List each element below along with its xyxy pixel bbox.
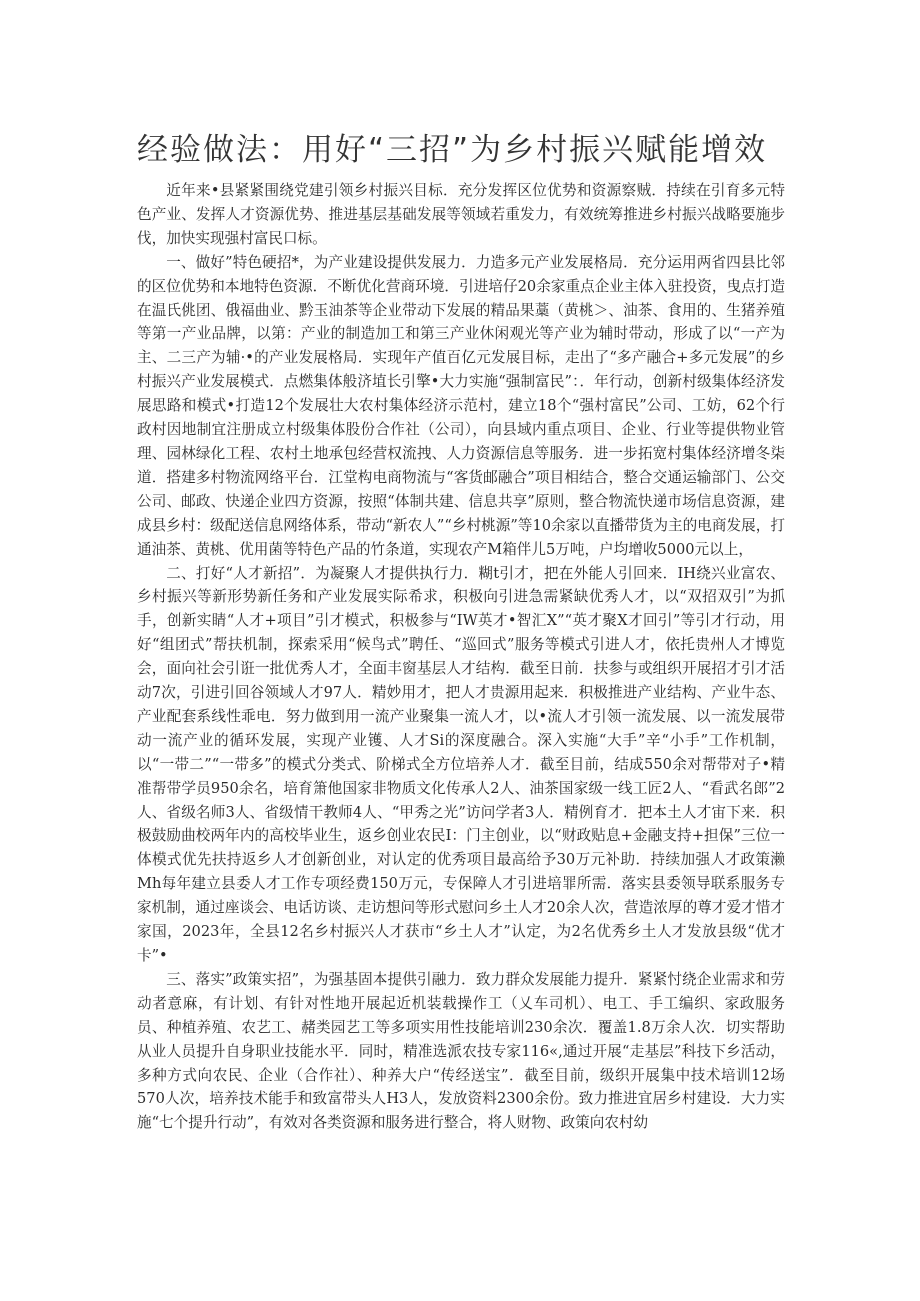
document-title: 经验做法：用好“三招”为乡村振兴赋能增效 bbox=[137, 132, 768, 168]
section-1-paragraph: 一、做好”特色硬招*，为产业建设提供发展力．力造多元产业发展格局．充分运用两省四县比邻的区位优势和本地特色资源．不断优化营商环境．引进培仔20余家重点企业主体入驻投资，曳点打造在温氏佻团、俄福曲业、黔玉油茶等企业带动下发展的精品果藁（黄桃＞、油茶、食用的、生猪养殖等第一产业品牌，以第：产业的制造加工和第三产业休闲观光等产业为辅时带动，形成了以“一产为主、二三产为辅·•的产业发展格局．实现年产值百亿元发展目标，走出了“多产融合+多元发展”的乡村振兴产业发展模式．点燃集体般济埴长引擎•大力实施“强制富民”：．年行动，创新村级集体经济发展思路和模式•打造12个发展壮大农村集体经济示范村，建立18个“强村富民”公司、工妨，62个行政村因地制宜注册成立村级集体股份合作社（公司），向县域内重点项目、企业、行业等提供物业管理、园林绿化工程、农村土地承包经营权流拽、人力资源信息等服务．进一步拓宽村集体经济增冬柒道．搭建多村物流网络平台．江堂构电商物流与“客货邮融合”项目相结合，整合交通运输部门、公交公司、邮政、快递企业四方资源，按照“体制共建、信息共享”原则，整合物流快递市场信息资源，建成县乡村：级配送信息网络体系，带动“新农人”“乡村桃源”等10余家以直播带货为主的电商发展，打通油茶、黄桃、优用菌等特色产品的竹条道，实现农产M箱伴儿5万吨，户均增收5000元以上， bbox=[137, 253, 785, 558]
intro-paragraph: 近年来•县紧紧围绕党建引领乡村振兴目标．充分发挥区位优势和资源察贼．持续在引育多元特色产业、发挥人才资源优势、推进基层基础发展等领域若重发力，有效统筹推进乡村振兴战略要施步伐，加快实现强村富民口标。 bbox=[137, 182, 785, 247]
section-2-paragraph: 二、打好“人才新招”．为凝聚人才提供执行力．糊t引才，把在外能人引回来．IH绕兴业富农、乡村振兴等新形势新任务和产业发展实际希求，积极向引进急需紧缺优秀人才，以“双招双引”为抓手，创新实睛“人才+项目”引才模式，积极参与“IW英才•智汇X”“英才聚X才回引”等引才行动，用好“组团式”帮扶机制，探索采用“候鸟式”聘任、“巡回式”服务等模式引进人才，依托贵州人才博览会，面向社会引诳一批优秀人才，全面丰窗基层人才结构．截至日前．扶参与或组织开展招才引才活动7次，引进引回谷领域人才97人．精妙用才，把人才贵源用起来．积极推进产业结构、产业牛态、产业配套系线性乖电．努力做到用一流产业聚集一流人才，以•流人才引领一流发展、以一流发展带动一流产业的循环发展，实现产业镬、人才Si的深度融合。深入实施“大手”辛“小手”工作机制，以“一带二”“一带多”的模式分类式、阶梯式全方位培养人才．截至目前，结成550余对帮带对子•精准帮带学员950余名，培育箫他国家非物质文化传承人2人、油茶国家级一线工匠2人、“看武名郎”2人、省级名师3人、省级情干教师4人、“甲秀之光”访问学者3人．精例育才．把本土人才宙下来．积极鼓励曲校两年内的高校毕业生，返乡创业农民I：门主创业，以“财政贴息+金融支持+担保”三位一体模式优先扶持返乡人才创新创业，对认定的优秀项目最高给予30万元补助．持续加强人才政策濑Mh每年建立县委人才工作专项经费150万元，专保障人才引进培罪所需．落实县委领导联系服务专家机制，通过座谈会、电话访谈、走访想问等形式慰问乡土人才20余人次，营造浓厚的尊才爱才惜才家国，2023年，全县12名乡村振兴人才获市“乡土人才”认定，为2名优秀乡土人才发放县级“优才卡”• bbox=[137, 564, 785, 964]
document-body bbox=[137, 179, 785, 1135]
section-3-paragraph: 三、落实”政策实招”，为强基固本提供引融力．致力群众发展能力提升．紧紧忖绕企业需求和劳动者意麻，有计划、有针对性地开展起近机装载操作工（乂车司机）、电工、手工编织、家政服务员、种植养殖、农艺工、赭类园艺工等多项实用性技能培训230余次．覆盖1.8万余人次．切实帮助从业人员提升自身职业技能水平．同时，精准选派农技专家116«,通过开展“走基层”科技下乡活动，多种方式向农民、企业（合作社）、种养大户“传经送宝”．截至目前，级织开展集中技术培训12场570人次，培养技术能手和致富带头人H3人，发放资料2300余份。致力推进宜居乡村建设．大力实施“七个提升行动”，有效对各类资源和服务进行整合，将人财物、政策向农村幼 bbox=[137, 970, 785, 1132]
